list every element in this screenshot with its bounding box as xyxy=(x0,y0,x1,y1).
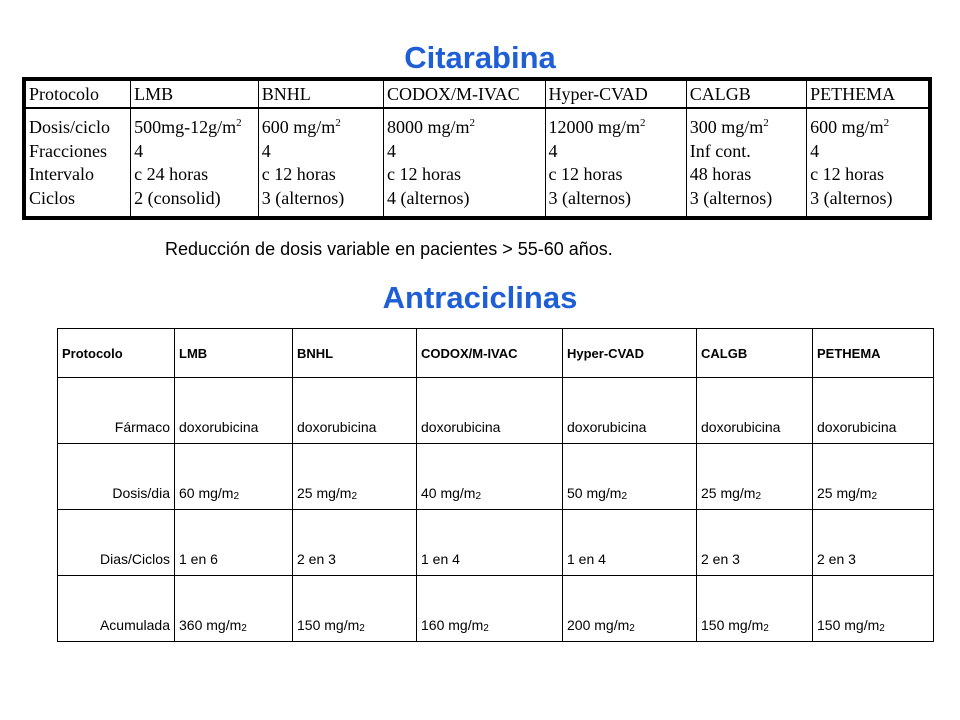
header-cell: CODOX/M-IVAC xyxy=(384,81,546,108)
value-cell: 600 $mg/m^2$ xyxy=(258,108,383,139)
value-cell: 4 xyxy=(258,139,383,163)
value-cell: 2 en 3 xyxy=(293,510,417,576)
header-cell: LMB xyxy=(175,329,293,378)
value-cell: 4 xyxy=(131,139,259,163)
table-row xyxy=(58,378,934,444)
value-cell: c 12 horas xyxy=(807,163,928,187)
value-cell: 200 $mg/m_2$ xyxy=(563,576,697,642)
header-cell: Hyper-CVAD xyxy=(563,329,697,378)
header-cell: LMB xyxy=(131,81,259,108)
value-cell: 4 (alternos) xyxy=(384,186,546,216)
value-cell: 40 $mg/m_2$ xyxy=(417,444,563,510)
header-cell: Protocolo xyxy=(26,81,131,108)
value-cell: 300 $mg/m^2$ xyxy=(686,108,806,139)
header-cell: PETHEMA xyxy=(807,81,928,108)
value-cell: 150 $mg/m_2$ xyxy=(293,576,417,642)
value-cell: doxorubicina xyxy=(813,378,934,444)
antraciclinas-table xyxy=(57,328,934,642)
value-cell: 8000 $mg/m^2$ xyxy=(384,108,546,139)
value-cell: c 12 horas xyxy=(545,163,686,187)
value-cell: doxorubicina xyxy=(697,378,813,444)
value-cell: 25 $mg/m_2$ xyxy=(697,444,813,510)
value-cell: 150 $mg/m_2$ xyxy=(813,576,934,642)
row-label-cell: Dosis/dia xyxy=(58,444,175,510)
value-cell: 2 en 3 xyxy=(813,510,934,576)
value-cell: doxorubicina xyxy=(417,378,563,444)
value-cell: 1 en 4 xyxy=(417,510,563,576)
header-cell: BNHL xyxy=(258,81,383,108)
table-header-row xyxy=(26,81,928,108)
table-header-row xyxy=(58,329,934,378)
value-cell: 1 en 6 xyxy=(175,510,293,576)
row-label-cell: Intervalo xyxy=(29,164,94,185)
row-label-cell: Fármaco xyxy=(58,378,175,444)
dose-reduction-note: Reducción de dosis variable en pacientes > 55-60 años. xyxy=(165,239,613,259)
value-cell: 2 en 3 xyxy=(697,510,813,576)
value-cell: 50 $mg/m_2$ xyxy=(563,444,697,510)
value-cell: Inf cont. xyxy=(686,139,806,163)
table-row xyxy=(26,139,928,163)
value-cell: 3 (alternos) xyxy=(686,186,806,216)
value-cell: 150 $mg/m_2$ xyxy=(697,576,813,642)
value-cell: 4 xyxy=(384,139,546,163)
value-cell: 25 $mg/m_2$ xyxy=(293,444,417,510)
table-row xyxy=(58,510,934,576)
table-row xyxy=(26,163,928,187)
row-label-cell: Dosis/ciclo xyxy=(29,117,110,137)
header-cell: CALGB xyxy=(686,81,806,108)
header-cell: CALGB xyxy=(697,329,813,378)
table-row xyxy=(58,444,934,510)
value-cell: 3 (alternos) xyxy=(807,186,928,216)
value-cell: $500mg-12g/m^2$ xyxy=(131,108,259,139)
value-cell: c 12 horas xyxy=(384,163,546,187)
antraciclinas-title: Antraciclinas xyxy=(382,280,578,315)
row-label-cell: Acumulada xyxy=(58,576,175,642)
header-cell: CODOX/M-IVAC xyxy=(417,329,563,378)
row-label-cell: Ciclos xyxy=(29,188,76,209)
value-cell: doxorubicina xyxy=(175,378,293,444)
citarabina-title: Citarabina xyxy=(404,40,556,75)
value-cell: 360 $mg/m_2$ xyxy=(175,576,293,642)
table-row xyxy=(26,186,928,216)
value-cell: 2 (consolid) xyxy=(131,186,259,216)
value-cell: c 12 horas xyxy=(258,163,383,187)
value-cell: 4 xyxy=(545,139,686,163)
value-cell: 600 $mg/m^2$ xyxy=(807,108,928,139)
row-label-cell: Fracciones xyxy=(29,140,107,161)
value-cell: doxorubicina xyxy=(563,378,697,444)
value-cell: 12000 $mg/m^2$ xyxy=(545,108,686,139)
header-cell: Hyper-CVAD xyxy=(545,81,686,108)
value-cell: 25 $mg/m_2$ xyxy=(813,444,934,510)
value-cell: c 24 horas xyxy=(131,163,259,187)
value-cell: 3 (alternos) xyxy=(545,186,686,216)
header-cell: Protocolo xyxy=(58,329,175,378)
header-cell: PETHEMA xyxy=(813,329,934,378)
header-cell: BNHL xyxy=(293,329,417,378)
table-row xyxy=(58,576,934,642)
citarabina-table xyxy=(22,77,932,220)
value-cell: 4 xyxy=(807,139,928,163)
value-cell: 3 (alternos) xyxy=(258,186,383,216)
value-cell: 160 $mg/m_2$ xyxy=(417,576,563,642)
value-cell: doxorubicina xyxy=(293,378,417,444)
value-cell: 48 horas xyxy=(686,163,806,187)
row-label-cell: Dias/Ciclos xyxy=(58,510,175,576)
table-row xyxy=(26,108,928,139)
value-cell: 60 $mg/m_2$ xyxy=(175,444,293,510)
value-cell: 1 en 4 xyxy=(563,510,697,576)
